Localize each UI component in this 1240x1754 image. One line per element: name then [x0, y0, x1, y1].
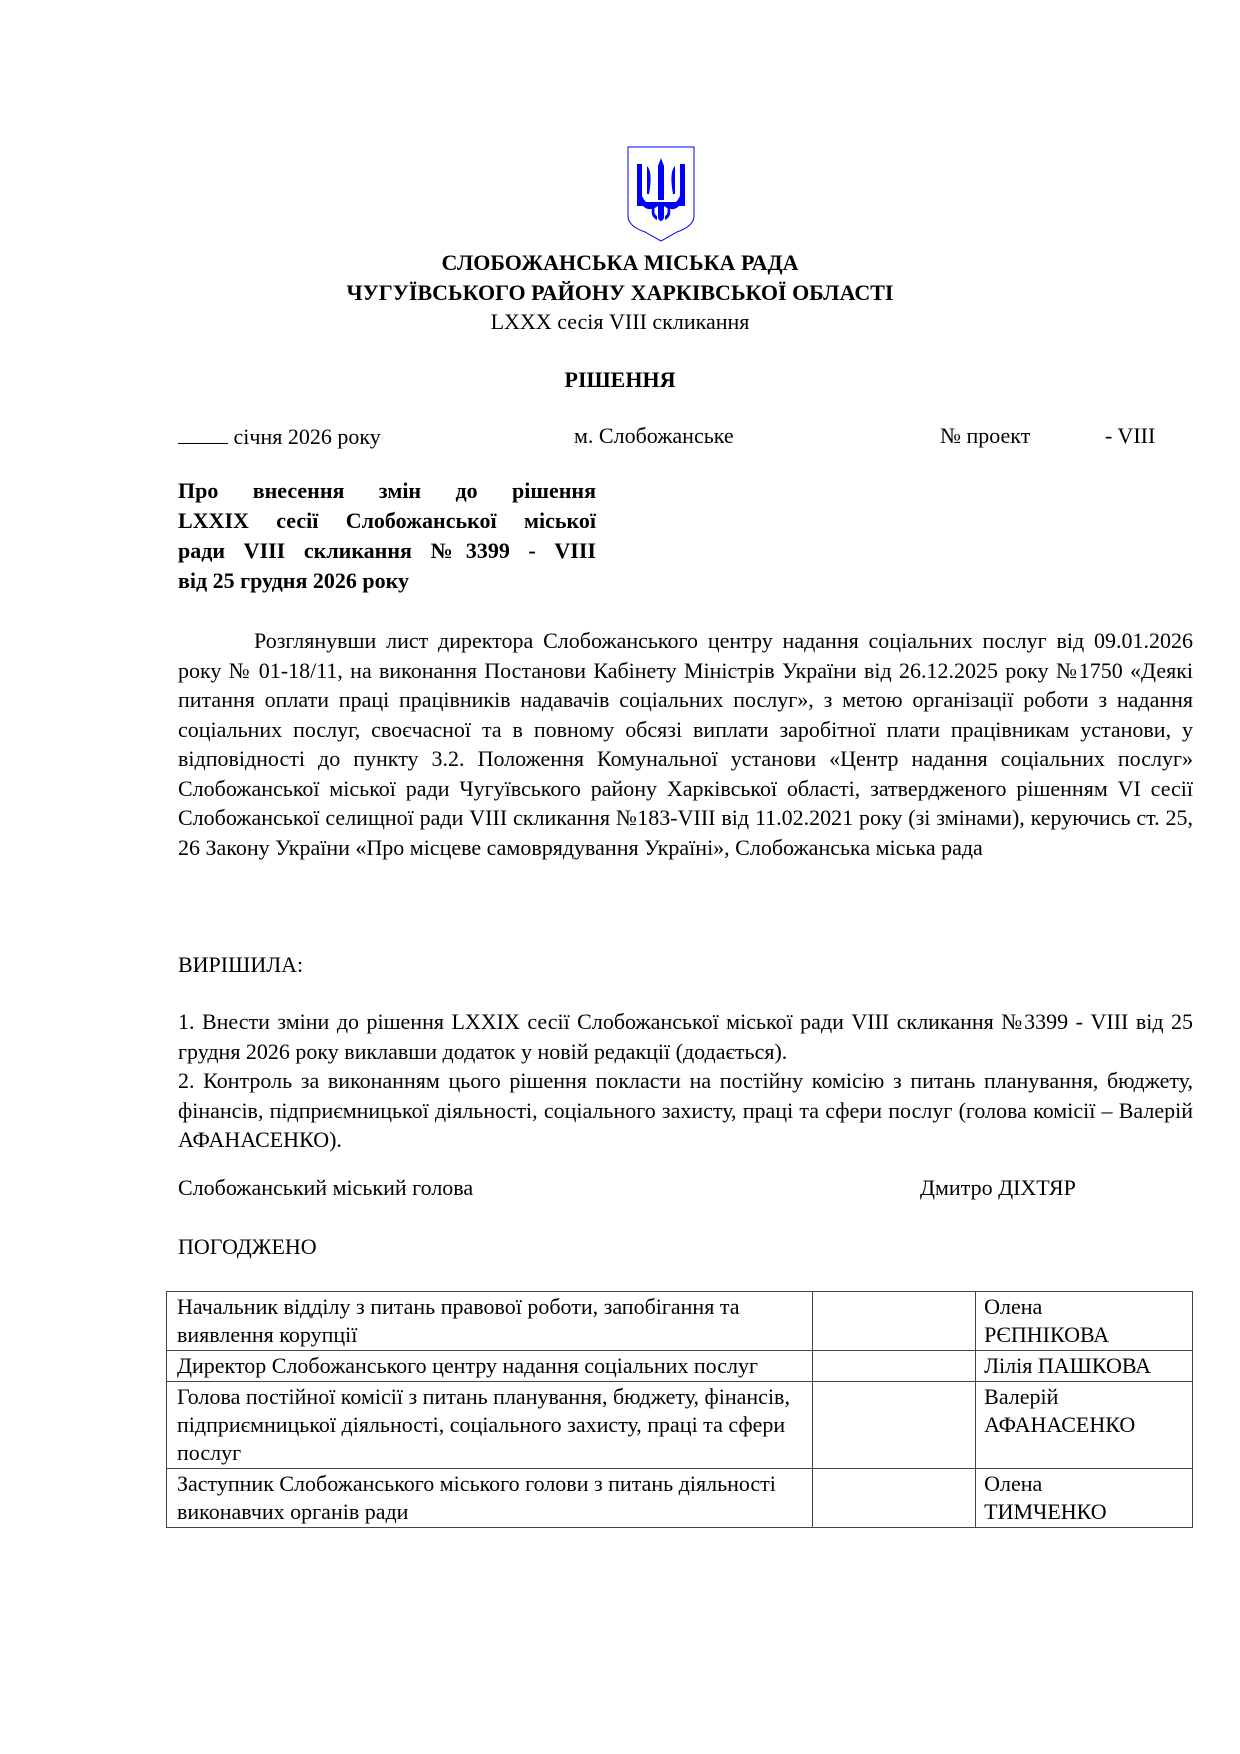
approver-name: Олена ТИМЧЕНКО	[976, 1469, 1193, 1528]
approver-signature	[812, 1292, 976, 1351]
table-row	[167, 1351, 1193, 1382]
subject-line: LXXIX сесії Слобожанської міської	[178, 508, 596, 533]
decision-date: січня 2026 року	[178, 423, 381, 450]
approver-position: Заступник Слобожанського міського голови з питань діяльності виконавчих органів ради	[167, 1469, 813, 1528]
signature-title: Слобожанський міський голова	[178, 1175, 474, 1200]
resolved-label: ВИРІШИЛА:	[178, 952, 304, 977]
resolution-item: 1. Внести зміни до рішення LXXIX сесії Слобожанської міської ради VIII скликання №3399 - VIII від 25 грудня 2026 року виклавши додаток у новій редакції (додається).	[178, 1009, 1193, 1064]
subject-line: Про внесення змін до рішення	[178, 478, 596, 503]
agreed-label: ПОГОДЖЕНО	[178, 1234, 317, 1259]
approver-position: Директор Слобожанського центру надання соціальних послуг	[167, 1351, 813, 1382]
council-name: СЛОБОЖАНСЬКА МІСЬКА РАДА	[441, 250, 799, 275]
subject-line: ради VIII скликання №3399 - VIII	[178, 538, 596, 563]
table-row	[167, 1469, 1193, 1528]
approver-name: Валерій АФАНАСЕНКО	[976, 1382, 1193, 1469]
district-name: ЧУГУЇВСЬКОГО РАЙОНУ ХАРКІВСЬКОЇ ОБЛАСТІ	[346, 280, 894, 305]
preamble-paragraph: Розглянувши лист директора Слобожанського центру надання соціальних послуг від 09.01.2026 року № 01-18/11, на виконання Постанови Кабінету Міністрів України від 26.12.2025 року №1750 «Деякі питання оплати праці працівників надавачів соціальних послуг», з метою організації роботи з надання соціальних послуг, своєчасної та в повному обсязі виплати заробітної плати працівникам установи, у відповідності до пункту 3.2. Положення Комунальної установи «Центр надання соціальних послуг» Слобожанської міської ради Чугуївського району Харківської області, затвердженого рішенням VI сесії Слобожанської селищної ради VIII скликання №183-VIII від 11.02.2021 року (зі змінами), керуючись ст. 25, 26 Закону України «Про місцеве самоврядування Україні», Слобожанська міська рада	[178, 628, 1193, 860]
approver-signature	[812, 1382, 976, 1469]
approver-position: Голова постійної комісії з питань планування, бюджету, фінансів, підприємницької діяльності, соціального захисту, праці та сфери послуг	[167, 1382, 813, 1469]
session-info: LXXX сесія VIII скликання	[490, 309, 750, 334]
subject-line: від 25 грудня 2026 року	[178, 568, 409, 593]
decision-place: м. Слобожанське	[574, 423, 734, 448]
signature-name: Дмитро ДІХТЯР	[920, 1175, 1076, 1200]
approver-signature	[812, 1351, 976, 1382]
date-blank	[178, 423, 228, 444]
table-row	[167, 1382, 1193, 1469]
approver-name: Олена РЄПНІКОВА	[976, 1292, 1193, 1351]
approver-position: Начальник відділу з питань правової роботи, запобігання та виявлення корупції	[167, 1292, 813, 1351]
dateline	[178, 423, 1193, 453]
resolution-items	[178, 1007, 1193, 1155]
project-number-label: № проект	[940, 423, 1031, 448]
project-number-suffix: - VIII	[1105, 423, 1156, 448]
ukraine-coat-of-arms-icon	[627, 146, 695, 242]
document-type: РІШЕННЯ	[564, 367, 676, 392]
decision-subject	[178, 476, 596, 596]
approver-signature	[812, 1469, 976, 1528]
approver-name: Лілія ПАШКОВА	[976, 1351, 1193, 1382]
resolution-item: 2. Контроль за виконанням цього рішення покласти на постійну комісію з питань планування, бюджету, фінансів, підприємницької діяльності, соціального захисту, праці та сфери послуг (голова комісії – Валерій АФАНАСЕНКО).	[178, 1068, 1193, 1152]
table-row	[167, 1292, 1193, 1351]
approvals-table	[166, 1291, 1193, 1528]
